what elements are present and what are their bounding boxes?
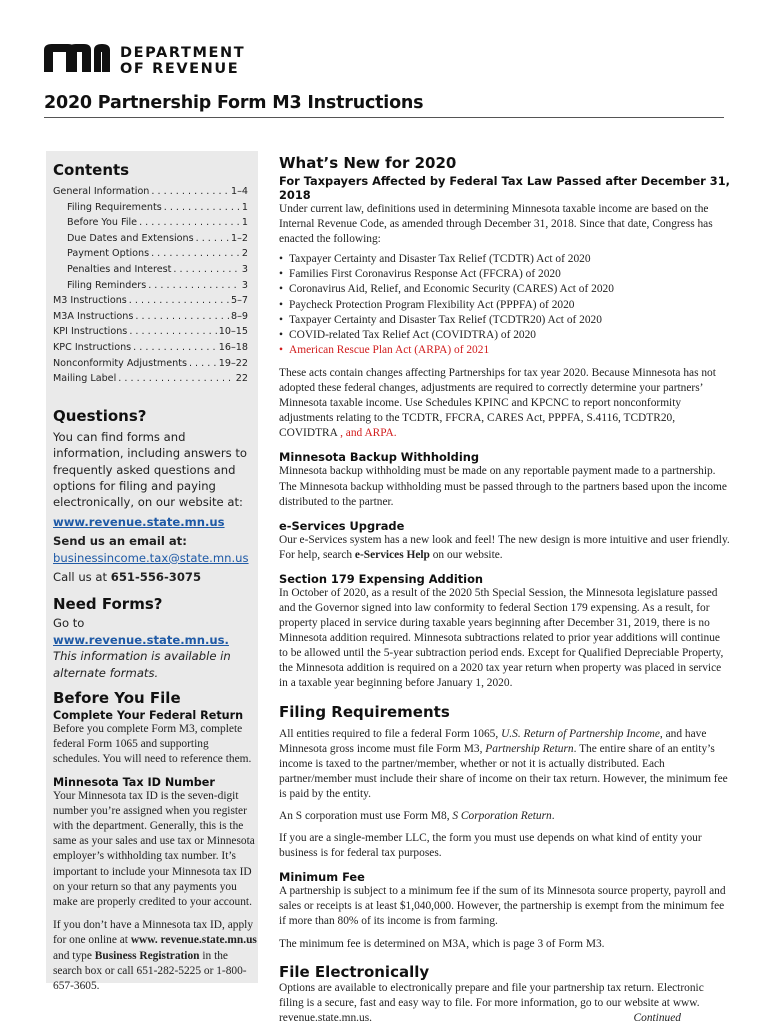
main-content bbox=[279, 154, 731, 1024]
complete-federal-return-heading: Complete Your Federal Return bbox=[53, 709, 244, 722]
toc-item-label: KPI Instructions bbox=[53, 326, 128, 338]
toc-item-page: 19–22 bbox=[218, 357, 248, 369]
toc-item-label: Payment Options bbox=[67, 248, 150, 260]
minimum-fee-p1: A partnership is subject to a minimum fee if the sum of its Minnesota source property, payroll and sales or receipts is at least $1,040,000. However, the partnership is exempt from the minimum fee if more than 80% of its income is from farming. bbox=[279, 885, 726, 928]
sidebar bbox=[46, 151, 258, 993]
toc-item-page: 8–9 bbox=[230, 310, 248, 322]
logo-line1: DEPARTMENT bbox=[120, 45, 246, 61]
toc-item-page: 3 bbox=[241, 263, 248, 275]
filing-requirements-heading: Filing Requirements bbox=[279, 702, 450, 721]
minimum-fee-p2: The minimum fee is determined on M3A, which is page 3 of Form M3. bbox=[279, 937, 605, 950]
whats-new-intro: Under current law, definitions used in determining Minnesota taxable income are based on the Internal Revenue Code, as amended through December 31, 2018. Since that date, Congress has enacted the following: bbox=[279, 203, 713, 246]
toc-item bbox=[53, 215, 248, 231]
filing-requirements-p3: If you are a single-member LLC, the form you must use depends on what kind of entity your business is for federal tax purposes. bbox=[279, 832, 702, 860]
toc-leader bbox=[139, 215, 240, 231]
act-item-arpa: • American Rescue Plan Act (ARPA) of 2021 bbox=[279, 343, 731, 358]
section179-heading: Section 179 Expensing Addition bbox=[279, 571, 484, 586]
act-item: • Taxpayer Certainty and Disaster Tax Relief (TCDTR) Act of 2020 bbox=[279, 252, 731, 267]
toc-leader bbox=[129, 293, 229, 309]
logo-line2: OF REVENUE bbox=[120, 61, 240, 77]
filing-requirements-p2: An S corporation must use Form M8, S Corporation Return. bbox=[279, 810, 555, 822]
mn-revenue-logo bbox=[44, 40, 244, 80]
filing-requirements-p1: All entities required to file a federal Form 1065, U.S. Return of Partnership Income, and have Minnesota gross income must file Form M3, Partnership Return. The entire share of an entity’s income is taxed to the partner/member, whether or not it is actually distributed. Each partner/member must include their share of income on their tax return. However, the minimum fee is paid by the entity. bbox=[279, 727, 728, 800]
toc-item-page: 5–7 bbox=[230, 295, 248, 307]
toc-item bbox=[53, 371, 248, 387]
whats-new-subheading: For Taxpayers Affected by Federal Tax Law Passed after December 31, 2018 bbox=[279, 174, 730, 202]
toc-leader bbox=[164, 200, 240, 216]
tax-id-heading: Minnesota Tax ID Number bbox=[53, 775, 215, 789]
toc-item-label: KPC Instructions bbox=[53, 341, 132, 353]
minimum-fee-heading: Minimum Fee bbox=[279, 870, 365, 885]
acts-list bbox=[279, 252, 731, 358]
toc-leader bbox=[151, 184, 229, 200]
contents-heading: Contents bbox=[53, 161, 130, 179]
page-title: 2020 Partnership Form M3 Instructions bbox=[44, 93, 424, 113]
before-you-file-heading: Before You File bbox=[53, 689, 181, 707]
email-label: Send us an email at: bbox=[53, 534, 187, 549]
mn-logo-icon bbox=[44, 44, 110, 72]
toc-item bbox=[53, 324, 248, 340]
act-item: • Families First Coronavirus Response Act (FFCRA) of 2020 bbox=[279, 267, 731, 282]
act-item: • COVID-related Tax Relief Act (COVIDTRA) of 2020 bbox=[279, 328, 731, 343]
toc-leader bbox=[133, 340, 217, 356]
toc-item bbox=[53, 356, 248, 372]
section179-text: In October of 2020, as a result of the 2020 5th Special Session, the Minnesota legislature passed and the Governor signed into law conformity to federal Section 179 expensing. As a result, for property placed in service during taxable years beginning after December 31, 2019, there is no Minnesota addition required. Minnesota subtractions related to prior year additions will continue to be allowed until the 5-year subtraction period ends. Except for Qualified Depreciable Property, the Minnesota addition is required on a 2020 tax year return when property was placed in service in a taxable year beginning before January 1, 2020. bbox=[279, 586, 724, 690]
toc-item bbox=[53, 340, 248, 356]
toc-item-label: Filing Reminders bbox=[67, 279, 147, 291]
call-prefix: Call us at bbox=[53, 569, 111, 584]
toc-leader bbox=[196, 231, 229, 247]
toc-item-page: 16–18 bbox=[218, 341, 248, 353]
toc-item bbox=[53, 309, 248, 325]
toc-item-label: Mailing Label bbox=[53, 373, 117, 385]
toc-leader bbox=[135, 309, 229, 325]
toc-item-label: Filing Requirements bbox=[67, 201, 162, 213]
toc-item-page: 1–4 bbox=[230, 186, 248, 197]
toc-item-label: Penalties and Interest bbox=[67, 263, 172, 275]
eservices-heading: e-Services Upgrade bbox=[279, 518, 405, 533]
toc-item bbox=[53, 200, 248, 216]
questions-heading: Questions? bbox=[53, 406, 147, 425]
toc-item-label: M3A Instructions bbox=[53, 310, 134, 322]
act-item: • Taxpayer Certainty and Disaster Tax Relief (TCDTR20) Act of 2020 bbox=[279, 313, 731, 328]
toc-leader bbox=[189, 356, 217, 372]
logo-wordmark bbox=[120, 45, 245, 77]
file-electronically-heading: File Electronically bbox=[279, 962, 430, 981]
need-forms-line bbox=[53, 615, 258, 648]
toc-item-page: 1 bbox=[241, 201, 248, 213]
whats-new-heading: What’s New for 2020 bbox=[279, 154, 457, 172]
toc-item bbox=[53, 184, 248, 200]
questions-text: You can find forms and information, including answers to frequently asked questions and options for filing and paying electronically, on our website at: bbox=[53, 429, 248, 510]
toc-item-label: Due Dates and Extensions bbox=[67, 232, 194, 244]
toc-item bbox=[53, 278, 248, 294]
toc-item-label: M3 Instructions bbox=[53, 295, 127, 307]
toc-item bbox=[53, 262, 248, 278]
toc-item-page: 1–2 bbox=[230, 232, 248, 244]
toc-leader bbox=[173, 262, 239, 278]
toc-item-page: 1 bbox=[241, 217, 248, 229]
need-forms-link[interactable]: www.revenue.state.mn.us. bbox=[53, 632, 229, 647]
toc-item-page: 10–15 bbox=[218, 326, 248, 338]
email-link[interactable]: businessincome.tax@state.mn.us bbox=[53, 550, 249, 565]
toc-item bbox=[53, 231, 248, 247]
toc-leader bbox=[129, 324, 216, 340]
continued-label: Continued bbox=[633, 1011, 681, 1024]
backup-withholding-text: Minnesota backup withholding must be made on any reportable payment made to a partnership. The Minnesota backup withholding must be passed through to the partners based upon the income distributed to the partner. bbox=[279, 465, 727, 508]
tax-id-text: Your Minnesota tax ID is the seven-digit number you’re assigned when you register with the department. Generally, this is the same as your sales and use tax or Minnesota employer’s withholding tax number. It’s important to include your Minnesota tax ID on your return so that any payments you make are properly credited to your account. bbox=[53, 789, 255, 909]
toc-item-page: 3 bbox=[241, 279, 248, 291]
backup-withholding-heading: Minnesota Backup Withholding bbox=[279, 450, 479, 465]
phone-number: 651-556-3075 bbox=[110, 569, 202, 584]
goto-text: Go to bbox=[53, 616, 85, 631]
call-line bbox=[53, 569, 258, 585]
table-of-contents bbox=[53, 184, 248, 387]
tax-id-apply-text: If you don’t have a Minnesota tax ID, apply for one online at www. revenue.state.mn.us and type Business Registration in the search box or call 651-282-5225 or 1-800-657-3605. bbox=[53, 919, 257, 993]
act-item: • Coronavirus Aid, Relief, and Economic Security (CARES) Act of 2020 bbox=[279, 282, 731, 297]
toc-item-page: 22 bbox=[235, 373, 248, 385]
act-item: • Paycheck Protection Program Flexibility Act (PPPFA) of 2020 bbox=[279, 298, 731, 313]
toc-leader bbox=[118, 371, 234, 387]
website-link[interactable]: www.revenue.state.mn.us bbox=[53, 514, 225, 529]
toc-item-label: General Information bbox=[53, 186, 150, 197]
file-electronically-text: Options are available to electronically prepare and file your partnership tax return. Electronic filing is a secure, fast and easy way to file. For more information, go to our website at www. revenue.state.mn.us. Continued bbox=[279, 981, 731, 1024]
eservices-text: Our e-Services system has a new look and feel! The new design is more intuitive and user friendly. For help, search e-Services Help on our website. bbox=[279, 533, 730, 561]
toc-item-label: Nonconformity Adjustments bbox=[53, 357, 187, 369]
need-forms-heading: Need Forms? bbox=[53, 595, 163, 614]
whats-new-paragraph: These acts contain changes affecting Partnerships for tax year 2020. Because Minnesota has not adopted these federal changes, adjustments are required to correctly determine your partners’ Minnesota taxable income. Use Schedules KPINC and KPCNC to report nonconformity adjustments relating to the TCDTR, FFCRA, CARES Act, PPPFA, S.4116, TCDTR20, COVIDTRA , and ARPA. bbox=[279, 366, 716, 440]
alternate-formats-note: This information is available in alternate formats. bbox=[53, 649, 231, 680]
toc-item bbox=[53, 246, 248, 262]
toc-item bbox=[53, 293, 248, 309]
toc-leader bbox=[148, 278, 240, 294]
complete-federal-return-text: Before you complete Form M3, complete federal Form 1065 and supporting schedules. You will need to reference them. bbox=[53, 723, 252, 766]
toc-item-label: Before You File bbox=[67, 217, 138, 229]
title-divider bbox=[44, 117, 724, 118]
toc-leader bbox=[151, 246, 240, 262]
toc-item-page: 2 bbox=[241, 248, 248, 260]
